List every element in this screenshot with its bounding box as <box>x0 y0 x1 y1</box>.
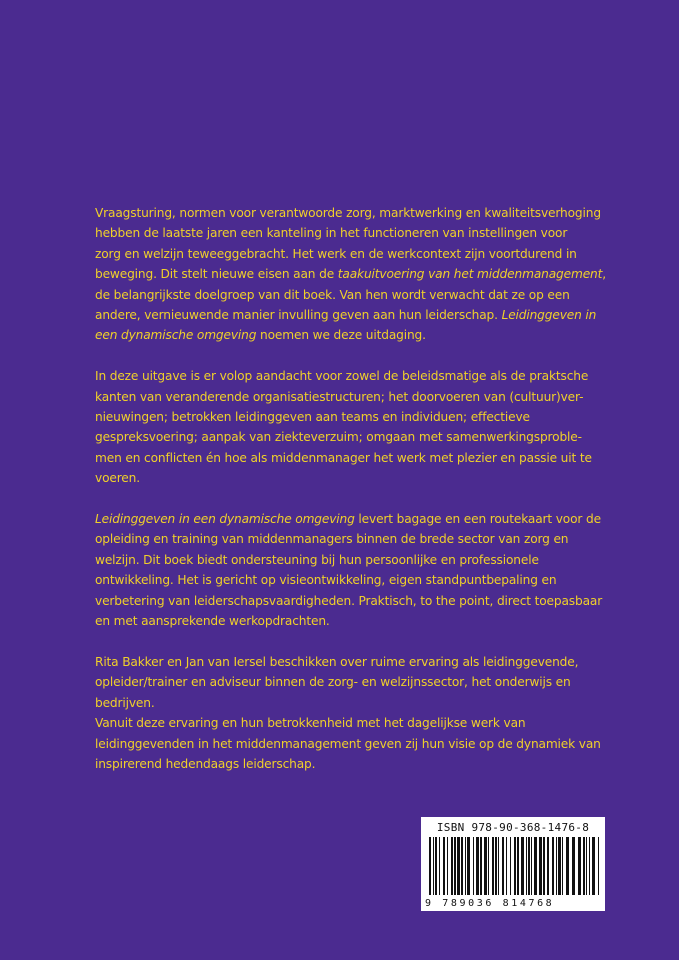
barcode-bar <box>476 837 479 895</box>
text-line <box>95 325 610 345</box>
barcode-bar <box>586 837 587 895</box>
paragraph-4 <box>95 652 610 774</box>
paragraph-2 <box>95 366 610 488</box>
book-title-italic: een dynamische omgeving <box>95 328 257 343</box>
barcode-bar <box>531 837 532 895</box>
text-line: welzijn. Dit boek biedt ondersteuning bij hun persoonlijke en professionele <box>95 552 539 567</box>
text-line: opleiding en training van middenmanagers binnen de brede sector van zorg en <box>95 532 569 547</box>
text-line: In deze uitgave is er volop aandacht voor zowel de beleidsmatige als de praktsche <box>95 369 589 384</box>
text-run: levert bagage en een routekaart voor de <box>354 512 601 527</box>
barcode-bar <box>526 837 527 895</box>
barcode-bar <box>528 837 530 895</box>
barcode-bar <box>514 837 516 895</box>
barcode-bar <box>433 837 434 895</box>
barcode-bar <box>439 837 440 895</box>
text-line: en met aansprekende werkopdrachten. <box>95 614 330 629</box>
barcode-bar <box>467 837 470 895</box>
barcode-bar <box>457 837 460 895</box>
text-run: noemen we deze uitdaging. <box>256 328 426 343</box>
barcode-bar <box>506 837 507 895</box>
barcode-bar <box>592 837 595 895</box>
barcode-bar <box>583 837 585 895</box>
isbn-label: ISBN 978-90-368-1476-8 <box>436 821 590 834</box>
barcode-bar <box>502 837 504 895</box>
text-line <box>95 264 610 284</box>
barcode-bar <box>521 837 524 895</box>
text-run: , <box>602 267 606 282</box>
barcode-bar <box>480 837 482 895</box>
book-title-italic: Leidinggeven in <box>501 308 597 323</box>
barcode-bar <box>558 837 561 895</box>
barcode-bar <box>435 837 437 895</box>
barcode-digits: 9 789036 814768 <box>425 898 555 909</box>
text-line: inspirerend hedendaags leiderschap. <box>95 756 316 771</box>
text-line: verbetering van leiderschapsvaardigheden. Praktisch, to the point, direct toepasbaar <box>95 593 603 608</box>
text-line: ontwikkeling. Het is gericht op visieontwikkeling, eigen standpuntbepaling en <box>95 573 557 588</box>
barcode-bar <box>484 837 487 895</box>
blurb-text <box>95 203 610 795</box>
text-line: Vraagsturing, normen voor verantwoorde zorg, marktwerking en kwaliteitsverhoging <box>95 206 601 220</box>
barcode-bar <box>454 837 456 895</box>
text-line <box>95 305 610 325</box>
paragraph-1 <box>95 203 610 346</box>
text-line: zorg en welzijn teweeggebracht. Het werk en de werkcontext zijn voortdurend in <box>95 246 577 261</box>
text-line: nieuwingen; betrokken leidinggeven aan teams en individuen; effectieve <box>95 410 530 425</box>
barcode-bar <box>566 837 569 895</box>
barcode-bar <box>543 837 545 895</box>
text-run: beweging. Dit stelt nieuwe eisen aan de <box>95 267 338 282</box>
barcode-bar <box>578 837 581 895</box>
text-line: opleider/trainer en adviseur binnen de zorg- en welzijnssector, het onderwijs en <box>95 675 571 690</box>
barcode-bar <box>556 837 557 895</box>
text-line: Rita Bakker en Jan van Iersel beschikken over ruime ervaring als leidinggevende, <box>95 654 579 669</box>
text-line: gespreksvoering; aanpak van ziekteverzuim; omgaan met samenwerkingsproble- <box>95 430 582 445</box>
barcode-bar <box>517 837 519 895</box>
barcode-bar <box>447 837 448 895</box>
barcode-bar <box>492 837 494 895</box>
text-line: hebben de laatste jaren een kanteling in het functioneren van instellingen voor <box>95 226 568 241</box>
text-line: bedrijven. <box>95 695 155 710</box>
text-line: kanten van veranderende organisatiestructuren; het doorvoeren van (cultuur)ver- <box>95 389 584 404</box>
text-line <box>95 509 610 529</box>
barcode-bar <box>572 837 575 895</box>
barcode-bar <box>495 837 497 895</box>
barcode-bar <box>465 837 466 895</box>
barcode-bar <box>534 837 537 895</box>
barcode-bar <box>562 837 563 895</box>
barcode-bar <box>488 837 489 895</box>
text-line: Vanuit deze ervaring en hun betrokkenheid met het dagelijkse werk van <box>95 716 526 731</box>
text-line: voeren. <box>95 471 140 486</box>
barcode-bar <box>429 837 431 895</box>
barcode-bar <box>598 837 599 895</box>
barcode-bar <box>498 837 499 895</box>
barcode-bar <box>589 837 590 895</box>
barcode-bar <box>473 837 474 895</box>
book-title-italic: taakuitvoering van het middenmanagement <box>337 267 603 282</box>
text-line: men en conflicten én hoe als middenmanager het werk met plezier en passie uit te <box>95 450 592 465</box>
isbn-barcode <box>421 817 605 911</box>
barcode-bar <box>539 837 542 895</box>
text-run: andere, vernieuwende manier invulling geven aan hun leiderschap. <box>95 308 502 323</box>
barcode-bar <box>547 837 549 895</box>
paragraph-3 <box>95 509 610 631</box>
book-title-italic: Leidinggeven in een dynamische omgeving <box>95 512 355 527</box>
barcode-bars <box>429 837 601 895</box>
barcode-bar <box>461 837 463 895</box>
text-line: leidinggevenden in het middenmanagement geven zij hun visie op de dynamiek van <box>95 736 601 751</box>
text-line: de belangrijkste doelgroep van dit boek. Van hen wordt verwacht dat ze op een <box>95 287 570 302</box>
barcode-bar <box>443 837 445 895</box>
barcode-bar <box>510 837 511 895</box>
barcode-bar <box>451 837 453 895</box>
barcode-bar <box>552 837 554 895</box>
